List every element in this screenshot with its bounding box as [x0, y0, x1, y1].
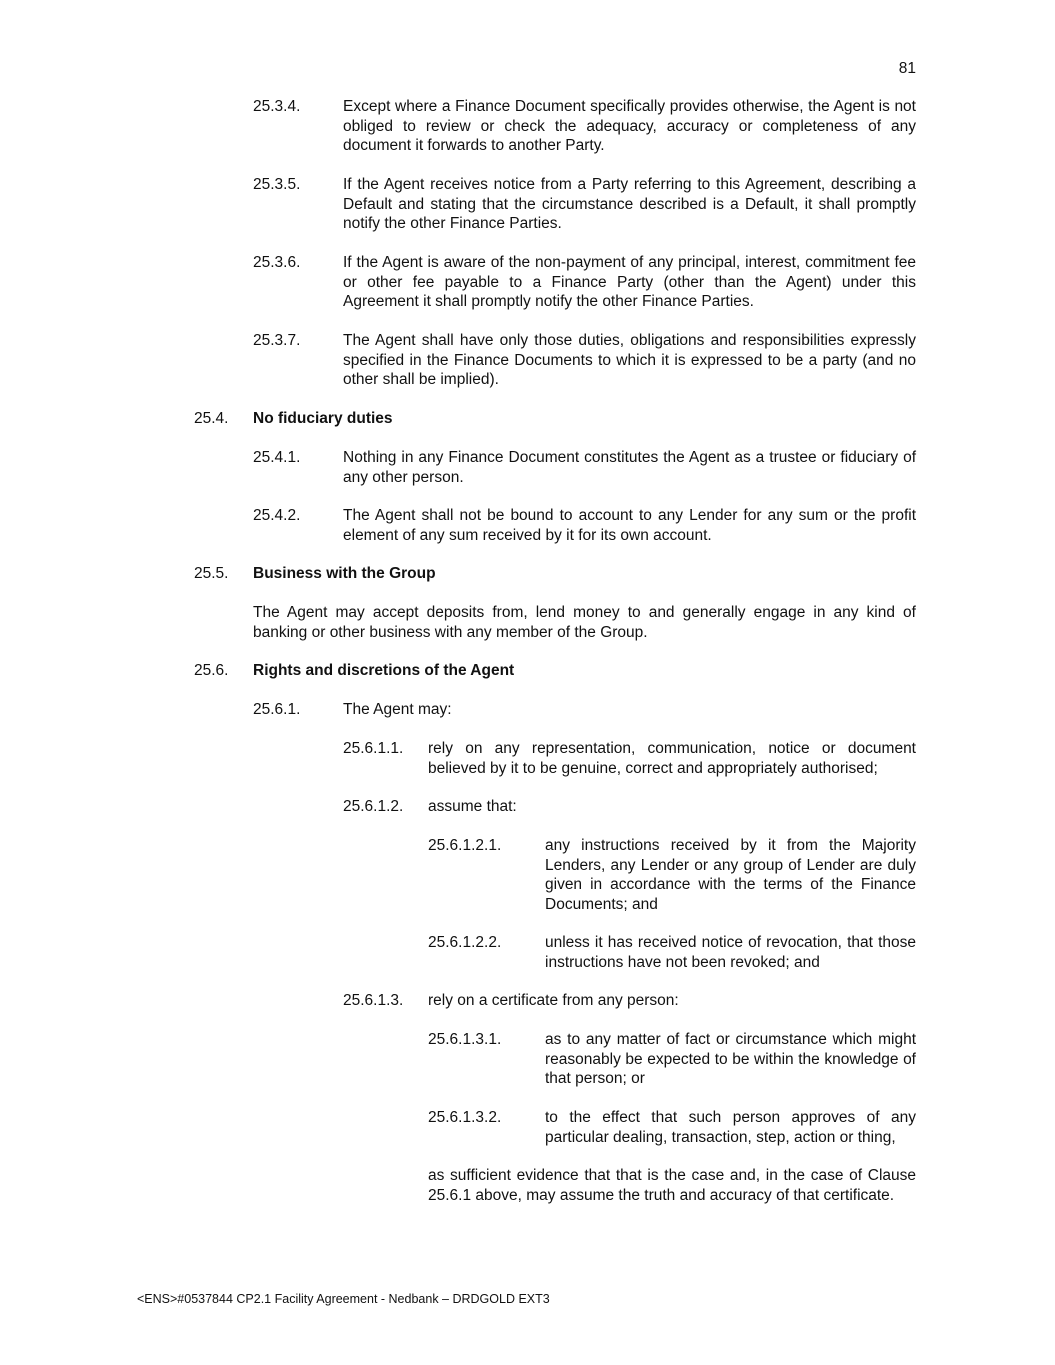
paragraph-text: unless it has received notice of revocation, that those instructions have not been revoked; and — [545, 934, 916, 971]
paragraph-text: any instructions received by it from the Majority Lenders, any Lender or any group of Lender are duly given in accordance with the terms of the Finance Documents; and — [545, 837, 916, 913]
closing-paragraph: as sufficient evidence that that is the case and, in the case of Clause 25.6.1 above, may assume the truth and accuracy of that certificate. — [428, 1167, 916, 1204]
clause-number: 25.3.6. — [253, 254, 301, 271]
clause-number: 25.6.1. — [253, 701, 301, 718]
section-number: 25.5. — [194, 565, 229, 582]
paragraph-text: as to any matter of fact or circumstance which might reasonably be expected to be within the knowledge of that person; or — [545, 1031, 916, 1087]
section-number: 25.6. — [194, 662, 229, 679]
clause-text: The Agent shall not be bound to account to any Lender for any sum or the profit element of any sum received by it for its own account. — [343, 507, 916, 544]
paragraph-number: 25.6.1.3.1. — [428, 1031, 502, 1048]
section-number: 25.4. — [194, 410, 229, 427]
clause-number: 25.4.2. — [253, 507, 301, 524]
paragraph-number: 25.6.1.3.2. — [428, 1109, 502, 1126]
clause-text: Nothing in any Finance Document constitutes the Agent as a trustee or fiduciary of any other person. — [343, 449, 916, 486]
paragraph-number: 25.6.1.2.1. — [428, 837, 502, 854]
subclause-number: 25.6.1.1. — [343, 740, 404, 757]
clause-text: If the Agent is aware of the non-payment of any principal, interest, commitment fee or other fee payable to a Finance Party (other than the Agent) under this Agreement it shall promptly notify the other Finance Parties. — [343, 254, 916, 310]
section-paragraph: The Agent may accept deposits from, lend money to and generally engage in any kind of banking or other business with any member of the Group. — [253, 604, 916, 641]
subclause-text: rely on any representation, communication, notice or document believed by it to be genuine, correct and appropriately authorised; — [428, 740, 916, 777]
subclause-text: rely on a certificate from any person: — [428, 992, 679, 1009]
paragraph-text: to the effect that such person approves of any particular dealing, transaction, step, action or thing, — [545, 1109, 916, 1146]
section-heading: Rights and discretions of the Agent — [253, 662, 515, 679]
clause-text: Except where a Finance Document specifically provides otherwise, the Agent is not obliged to review or check the adequacy, accuracy or completeness of any document it forwards to another Party. — [343, 98, 916, 154]
clause-number: 25.3.7. — [253, 332, 301, 349]
section-heading: No fiduciary duties — [253, 410, 393, 427]
paragraph-number: 25.6.1.2.2. — [428, 934, 502, 951]
clause-text: The Agent may: — [343, 701, 452, 718]
subclause-number: 25.6.1.2. — [343, 798, 404, 815]
subclause-number: 25.6.1.3. — [343, 992, 404, 1009]
clause-text: If the Agent receives notice from a Party referring to this Agreement, describing a Default and stating that the circumstance described is a Default, it shall promptly notify the other Finance Parties. — [343, 176, 916, 232]
section-heading: Business with the Group — [253, 565, 436, 582]
clause-number: 25.3.4. — [253, 98, 301, 115]
document-footer: <ENS>#0537844 CP2.1 Facility Agreement - Nedbank – DRDGOLD EXT3 — [137, 1292, 550, 1306]
clause-number: 25.3.5. — [253, 176, 301, 193]
subclause-text: assume that: — [428, 798, 517, 815]
clause-number: 25.4.1. — [253, 449, 301, 466]
page-number: 81 — [898, 60, 916, 77]
clause-text: The Agent shall have only those duties, obligations and responsibilities expressly specified in the Finance Documents to which it is expressed to be a party (and no other shall be implied). — [343, 332, 916, 388]
